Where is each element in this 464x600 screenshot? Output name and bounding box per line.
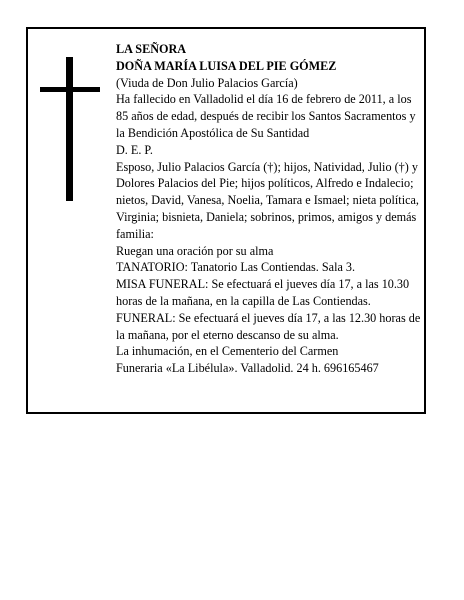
deceased-name: DOÑA MARÍA LUISA DEL PIE GÓMEZ — [116, 58, 337, 73]
family-list: Esposo, Julio Palacios García (†); hijos, Natividad, Julio (†) y Dolores Palacios del Pie; hijos políticos, Alfredo e Indalecio; nietos, David, Vanesa, Noelia, Tamara e Ismael; nieta política, Virginia; bisnieta, Daniela; sobrinos, primos, amigos y demás familia: — [116, 159, 419, 241]
misa-funeral-info: MISA FUNERAL: Se efectuará el jueves día 17, a las 10.30 horas de la mañana, en la capilla de Las Contiendas. — [116, 277, 410, 308]
widow-of-line: (Viuda de Don Julio Palacios García) — [116, 75, 298, 90]
funeral-info: FUNERAL: Se efectuará el jueves día 17, a las 12.30 horas de la mañana, por el eterno descanso de su alma. — [116, 310, 421, 342]
funeral-home-info: Funeraria «La Libélula». Valladolid. 24 h. 696165467 — [116, 361, 379, 376]
prayer-request: Ruegan una oración por su alma — [116, 243, 274, 258]
obituary-notice — [26, 27, 426, 414]
burial-info: La inhumación, en el Cementerio del Carmen — [116, 344, 339, 359]
honorific-title: LA SEÑORA — [116, 42, 187, 56]
cross-vertical-bar — [66, 57, 73, 201]
rest-in-peace: D. E. P. — [116, 142, 153, 157]
latin-cross-icon — [40, 57, 100, 201]
cross-horizontal-bar — [40, 87, 100, 92]
death-announcement: Ha fallecido en Valladolid el día 16 de febrero de 2011, a los 85 años de edad, después de recibir los Santos Sacramentos y la Bendición Apostólica de Su Santidad — [116, 92, 416, 140]
obituary-text — [116, 41, 422, 377]
tanatorio-info: TANATORIO: Tanatorio Las Contiendas. Sala 3. — [116, 260, 356, 275]
